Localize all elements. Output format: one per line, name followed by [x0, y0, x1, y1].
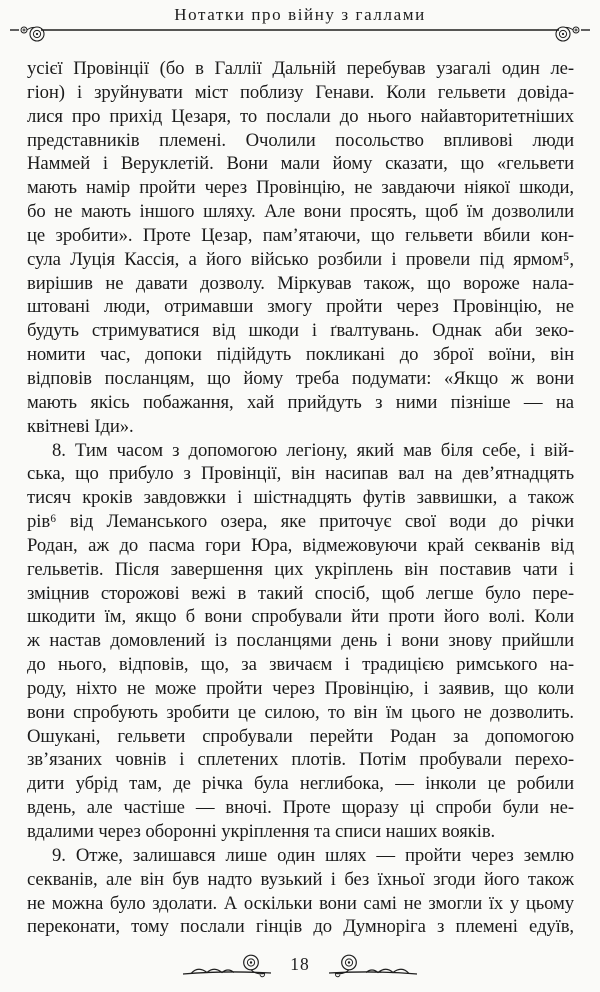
text-line: роду, ніхто не може пройти через Провінцію, і заявив, що коли: [27, 677, 574, 699]
text-line: сула Луція Кассія, а його військо розбили і провели під ярмом⁵,: [27, 248, 574, 270]
page-footer: [0, 951, 600, 978]
text-line: не можна було здолати. А оскільки вони самі не змогли їх у цьому: [27, 892, 574, 914]
text-line: дити убрід там, де річка була неглибока, — інколи це робили: [27, 773, 574, 795]
text-line: це зробити». Проте Цезар, пам’ятаючи, що гельвети вбили кон-: [27, 224, 574, 246]
text-line: мають намір пройти через Провінцію, не завдаючи ніякої шкоди,: [27, 177, 574, 199]
text-line: представників племені. Очолили посольство впливові люди: [27, 129, 574, 151]
text-line: бо не мають іншого шляху. Але вони просять, щоб їм дозволили: [27, 201, 574, 223]
text-line: секванів, але він був надто вузький і без їхньої згоди його також: [27, 868, 574, 890]
header-flourish: [10, 20, 590, 50]
text-line: Родан, аж до пасма гори Юра, відмежовуючи край секванів від: [27, 534, 574, 556]
page-body: [27, 57, 574, 939]
text-line: вдень, але частіше — вночі. Проте щоразу ці спроби були не-: [27, 797, 574, 819]
text-line: відповів посланцям, що йому треба подумати: «Якщо ж вони: [27, 367, 574, 389]
text-line: 9. Отже, залишався лише один шлях — пройти через землю: [52, 844, 574, 866]
text-line: мають якісь побажання, хай прийдуть з ними пізніше — на: [27, 391, 574, 413]
text-line: до нього, відповів, що, за звичаєм і традицією римського на-: [27, 654, 574, 676]
text-line: ська, що прибуло з Провінції, він насипав вал на дев’ятнадцять: [27, 463, 574, 485]
text-line: вдалими через оборонні укріплення та списи наших вояків.: [27, 821, 496, 842]
header-ornament-rule: [10, 20, 590, 50]
text-line: тисяч кроків завдовжки і шістнадцять футів заввишки, а також: [27, 487, 574, 509]
header-flourish-left: [10, 27, 44, 41]
text-line: вони спробують зробити це силою, то він їм цього не дозволить.: [27, 701, 574, 723]
text-line: гельветів. Після завершення цих укріплень він поставив чати і: [27, 558, 574, 580]
text-line: усієї Провінції (бо в Галлії Дальній перебував узагалі один ле-: [27, 58, 574, 79]
text-line: шкодити їм, якщо б вони спробували йти проти його волі. Коли: [27, 606, 574, 628]
running-header-title: Нотатки про війну з галлами: [174, 5, 426, 24]
text-line: Наммей і Веруклетій. Вони мали йому сказати, що «гельвети: [27, 153, 574, 175]
footer-flourish-left: [181, 951, 277, 978]
text-line: зв’язаних човнів і сплетених плотів. Потім пробували перехо-: [27, 749, 574, 771]
text-line: вирішив не давати дозволу. Міркував також, що вороже нала-: [27, 272, 574, 294]
text-line: квітневі Іди».: [27, 415, 134, 437]
text-line: 8. Тим часом з допомогою легіону, який мав біля себе, і вій-: [52, 439, 574, 461]
text-line: гіон) і зруйнувати міст поблизу Генави. Коли гельвети довіда-: [27, 81, 574, 103]
text-line: Ошукані, гельвети спробували перейти Родан за допомогою: [27, 725, 574, 747]
text-line: переконати, тому послали гінців до Думноріга з племені едуїв,: [27, 916, 574, 938]
text-line: рів⁶ від Леманського озера, яке приточує свої води до річки: [27, 511, 574, 533]
header-flourish-right: [556, 27, 590, 41]
text-line: зміцнив сторожові вежі в такий спосіб, щоб легше було пере-: [27, 582, 574, 604]
text-line: будуть стримуватися від шкоди і ґвалтувань. Однак аби зеко-: [27, 320, 574, 342]
text-line: ж настав домовлений із посланцями день і вони знову прийшли: [27, 630, 574, 652]
text-line: лися про прихід Цезаря, то послали до нього найавторитетніших: [27, 105, 574, 127]
footer-flourish-right: [323, 951, 419, 978]
text-line: штовані люди, отримавши змогу пройти через Провінцію, не: [27, 296, 574, 318]
page-number: 18: [290, 954, 310, 974]
text-line: номити час, допоки підійдуть покликані до зброї воїни, він: [27, 344, 574, 366]
